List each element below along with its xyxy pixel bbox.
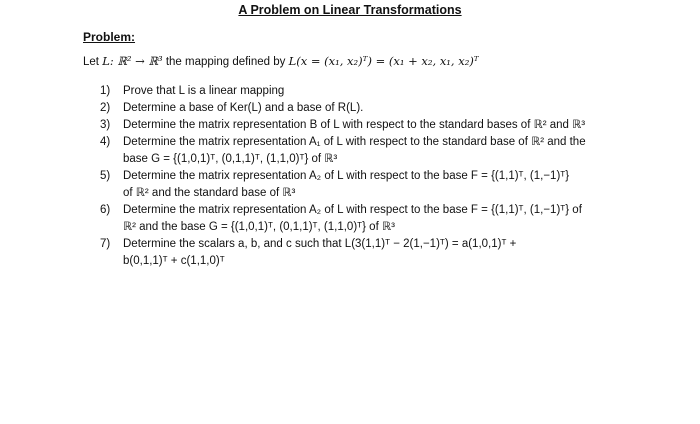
task-number: 3) (100, 119, 111, 131)
task-text-line: Determine the matrix representation A₁ of L with respect to the standard base of ℝ² and the (123, 136, 586, 148)
intro-middle: the mapping defined by (162, 56, 289, 68)
task-text-line: Determine the matrix representation B of L with respect to the standard bases of ℝ² and ℝ³ (123, 119, 586, 131)
task-number: 1) (100, 85, 111, 97)
task-item-3 (100, 117, 660, 134)
intro-formula: L(x = (x₁, x₂)ᵀ) = (x₁ + x₂, x₁, x₂)ᵀ (288, 54, 479, 68)
task-number: 2) (100, 102, 111, 114)
task-text-line: b(0,1,1)ᵀ + c(1,1,0)ᵀ (123, 255, 225, 267)
problem-label: Problem: (83, 30, 136, 44)
task-text-line: Determine the matrix representation A₂ of L with respect to the base F = {(1,1)ᵀ, (1,−1)ᵀ} of (123, 204, 582, 216)
document-title: A Problem on Linear Transformations (238, 3, 462, 17)
intro-prefix: Let (83, 56, 103, 68)
task-item-7 (100, 236, 660, 270)
problem-intro (83, 54, 479, 68)
task-text-line: ℝ² and the base G = {(1,0,1)ᵀ, (0,1,1)ᵀ, (1,1,0)ᵀ} of ℝ³ (123, 221, 395, 233)
task-text-line: of ℝ² and the standard base of ℝ³ (123, 187, 296, 199)
task-number: 4) (100, 136, 111, 148)
task-text-line: Determine the scalars a, b, and c such that L(3(1,1)ᵀ − 2(1,−1)ᵀ) = a(1,0,1)ᵀ + (123, 238, 517, 250)
task-item-6 (100, 202, 660, 236)
task-item-5 (100, 168, 660, 202)
task-text-line: Determine a base of Ker(L) and a base of R(L). (123, 102, 364, 114)
task-list (100, 83, 660, 270)
task-number: 7) (100, 238, 111, 250)
intro-mapping: L: ℝ² → ℝ³ (102, 54, 163, 68)
task-text-line: Prove that L is a linear mapping (123, 85, 285, 97)
task-number: 6) (100, 204, 111, 216)
task-item-4 (100, 134, 660, 168)
task-text-line: Determine the matrix representation A₂ of L with respect to the base F = {(1,1)ᵀ, (1,−1)ᵀ} (123, 170, 570, 182)
task-item-2 (100, 100, 660, 117)
task-number: 5) (100, 170, 111, 182)
task-item-1 (100, 83, 660, 100)
task-text-line: base G = {(1,0,1)ᵀ, (0,1,1)ᵀ, (1,1,0)ᵀ} of ℝ³ (123, 153, 338, 165)
